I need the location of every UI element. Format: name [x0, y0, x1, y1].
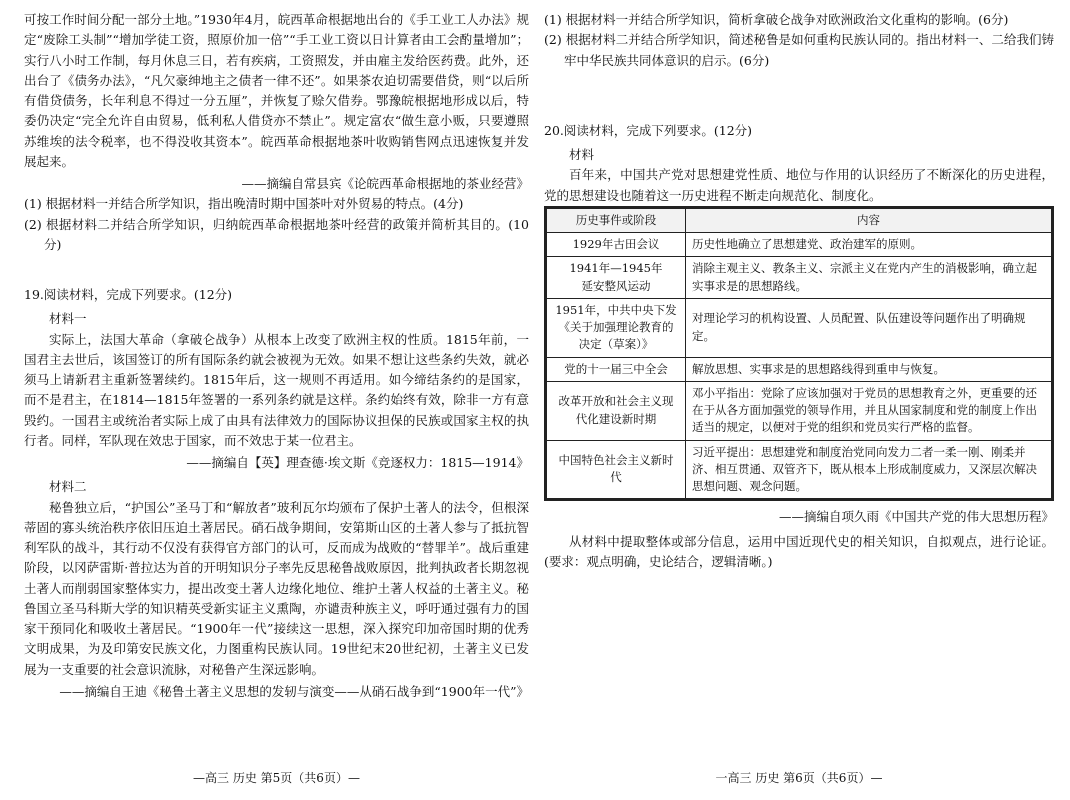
- source-citation: ——摘编自王迪《秘鲁土著主义思想的发轫与演变——从硝石战争到“1900年一代”》: [59, 683, 529, 699]
- table-row: [547, 357, 1052, 381]
- table-cell-stage: 1951年，中共中央下发《关于加强理论教育的决定（草案）》: [547, 298, 686, 357]
- page-footer: 一高三 历史 第6页（共6页）—: [715, 770, 883, 785]
- material-1-title: 材料一: [49, 311, 87, 327]
- question-20-task: 从材料中提取整体或部分信息，运用中国近现代史的相关知识，自拟观点，进行论证。(要求：观点明确，史论结合，逻辑清晰。): [544, 533, 1054, 569]
- table-cell-stage: 中国特色社会主义新时代: [547, 440, 686, 499]
- question-19-title: 19.阅读材料，完成下列要求。(12分): [24, 287, 233, 302]
- left-page: [24, 10, 529, 790]
- table-cell-stage: 1941年—1945年 延安整风运动: [547, 257, 686, 299]
- table-cell-stage: 党的十一届三中全会: [547, 357, 686, 381]
- source-citation: ——摘编自项久雨《中国共产党的伟大思想历程》: [778, 509, 1054, 525]
- question-19-1: (1) 根据材料一并结合所学知识，简析拿破仑战争对欧洲政治文化重构的影响。(6分): [544, 12, 1009, 27]
- page-footer: —高三 历史 第5页（共6页）—: [193, 770, 360, 785]
- material-2-title: 材料二: [49, 479, 87, 495]
- table-cell-stage: 改革开放和社会主义现代化建设新时期: [547, 381, 686, 440]
- history-table: [546, 208, 1052, 500]
- table-cell-content: 解放思想、实事求是的思想路线得到重申与恢复。: [686, 357, 1052, 381]
- material-continued-text: 可按工作时间分配一部分土地。”1930年4月，皖西革命根据地出台的《手工业工人办法》规定“废除工头制”“增加学徒工资，照原价加一倍”“手工业工资以日计算者由工会酌量增加”；实行八小时工作制，每月休息三日，若有疾病，工资照发，并由雇主发给医药费。此外，还出台了《债务办法》，“凡欠豪绅地主之债者一律不还”。如果茶农迫切需要借贷，则“以后所有借贷债务，长年利息不得过一分五厘”，并恢复了赊欠借券。鄂豫皖根据地形成以后，特委仍决定“完全允许自由贸易，低利私人借贷亦不禁止”。规定富农“做生意小贩，只要遵照苏维埃的法令税率，也不得没收其资本”。皖西革命根据地茶叶收购销售网点迅速恢复并发展起来。: [24, 12, 529, 169]
- history-table-frame: [544, 206, 1054, 502]
- material-2-text: 秘鲁独立后，“护国公”圣马丁和“解放者”玻利瓦尔均颁布了保护土著人的法令，但根深蒂固的寡头统治秩序依旧压迫土著居民。硝石战争期间，安第斯山区的土著人参与了抵抗智利军队的战斗，其行动不仅没有获得官方部门的认可，反而成为战败的“替罪羊”。战后重建阶段，以冈萨雷斯·普拉达为首的开明知识分子率先反思秘鲁战败原因，批判执政者长期忽视土著人而削弱国家整体实力，提出改变土著人边缘化地位、维护土著人权益的土著主义。秘鲁国立圣马科斯大学的知识精英受新实证主义熏陶，亦谴责种族主义，呼吁通过强有力的国家干预同化和吸收土著居民。“1900年一代”接续这一思想，深入探究印加帝国时期的优秀文明成果，为及印第安民族文化，力图重构民族认同。19世纪末20世纪初，土著主义已发展为一支重要的社会意识流脉，对秘鲁产生深远影响。: [24, 499, 529, 677]
- question-18-1: (1) 根据材料一并结合所学知识，指出晚清时期中国茶叶对外贸易的特点。(4分): [24, 196, 464, 212]
- right-page: [544, 10, 1054, 790]
- table-header-row: [547, 208, 1052, 232]
- material-text: 百年来，中国共产党对思想建党性质、地位与作用的认识经历了不断深化的历史进程，党的思想建设也随着这一历史进程不断走向规范化、制度化。: [544, 167, 1054, 203]
- table-row: [547, 257, 1052, 299]
- table-cell-content: 习近平提出：思想建党和制度治党同向发力二者一柔一刚、刚柔并济、相互贯通、双管齐下，既从根本上形成制度威力，又深层次解决思想问题、观念问题。: [686, 440, 1052, 499]
- table-header-content: 内容: [686, 208, 1052, 232]
- table-cell-stage: 1929年古田会议: [547, 233, 686, 257]
- question-18-2: (2) 根据材料二并结合所学知识，归纳皖西革命根据地茶叶经营的政策并简析其目的。(10分): [24, 216, 529, 252]
- source-citation: ——摘编自常县宾《论皖西革命根据地的茶业经营》: [241, 176, 529, 191]
- table-row: [547, 440, 1052, 499]
- table-cell-content: 消除主观主义、教条主义、宗派主义在党内产生的消极影响，确立起实事求是的思想路线。: [686, 257, 1052, 299]
- table-row: [547, 381, 1052, 440]
- table-row: [547, 233, 1052, 257]
- table-header-stage: 历史事件或阶段: [547, 208, 686, 232]
- material-1-text: 实际上，法国大革命（拿破仑战争）从根本上改变了欧洲主权的性质。1815年前，一国君主去世后，该国签订的所有国际条约就会被视为无效。如果不想让这些条约失效，就必须马上请新君主重新签署续约。1815年后，这一规则不再适用。如今缔结条约的是国家，而不是君主，在1814—1815年签署的一系列条约就是这样。条约始终有效，除非一方有意毁约。一国君主或统治者实际上成了由具有法律效力的国际协议担保的民族或国家主权的执行者。同样，军队现在效忠于国家，而不效忠于某一位君主。: [24, 331, 529, 448]
- material-title: 材料: [569, 147, 595, 162]
- source-citation: ——摘编自【英】理查德·埃文斯《竞逐权力：1815—1914》: [186, 455, 529, 470]
- table-row: [547, 298, 1052, 357]
- table-cell-content: 对理论学习的机构设置、人员配置、队伍建设等问题作出了明确规定。: [686, 298, 1052, 357]
- question-19-2: (2) 根据材料二并结合所学知识，简述秘鲁是如何重构民族认同的。指出材料一、二给我们铸牢中华民族共同体意识的启示。(6分): [544, 32, 1054, 68]
- question-20-title: 20.阅读材料，完成下列要求。(12分): [544, 122, 753, 138]
- table-cell-content: 邓小平指出：党除了应该加强对于党员的思想教育之外，更重要的还在于从各方面加强党的领导作用，并且从国家制度和党的制度上作出适当的规定，以便对于党的组织和党员实行严格的监督。: [686, 381, 1052, 440]
- table-cell-content: 历史性地确立了思想建党、政治建军的原则。: [686, 233, 1052, 257]
